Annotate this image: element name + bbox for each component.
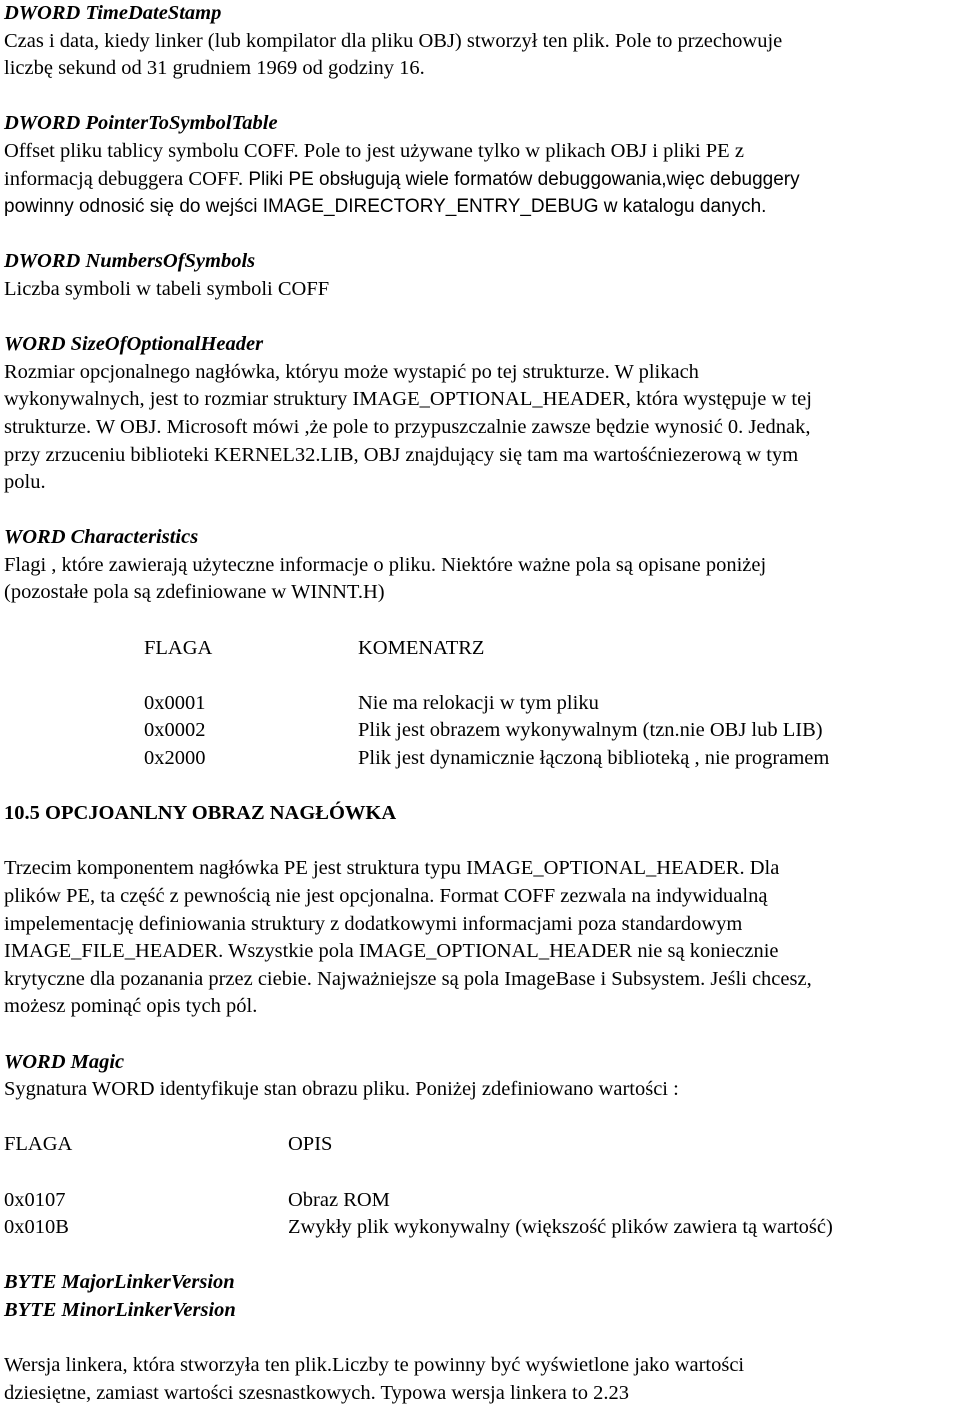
document-page bbox=[4, 0, 956, 1407]
paragraph-line: Czas i data, kiedy linker (lub kompilator dla pliku OBJ) stworzył ten plik. Pole to przechowuje bbox=[4, 29, 783, 52]
table-header-cell: OPIS bbox=[288, 1133, 333, 1156]
flag-description: Nie ma relokacji w tym pliku bbox=[358, 691, 599, 714]
field-heading-pointertosymboltable: DWORD PointerToSymbolTable bbox=[4, 112, 278, 135]
field-heading-majorlinkerversion: BYTE MajorLinkerVersion bbox=[4, 1271, 235, 1294]
paragraph-line: wykonywalnych, jest to rozmiar struktury IMAGE_OPTIONAL_HEADER, która występuje w tej bbox=[4, 388, 812, 411]
table-row bbox=[4, 1187, 833, 1215]
field-heading-characteristics: WORD Characteristics bbox=[4, 526, 199, 549]
flag-description: Plik jest dynamicznie łączoną biblioteką , nie programem bbox=[358, 747, 830, 770]
flag-value: 0x2000 bbox=[144, 747, 206, 770]
table-header-cell: KOMENATRZ bbox=[358, 636, 485, 659]
paragraph-line: Trzecim komponentem nagłówka PE jest struktura typu IMAGE_OPTIONAL_HEADER. Dla bbox=[4, 857, 780, 880]
magic-description: Obraz ROM bbox=[288, 1188, 390, 1211]
table-row bbox=[144, 717, 829, 745]
paragraph-line: Flagi , które zawierają użyteczne informacje o pliku. Niektóre ważne pola są opisane poniżej bbox=[4, 553, 767, 576]
table-row bbox=[144, 690, 829, 718]
magic-value: 0x0107 bbox=[4, 1188, 66, 1211]
paragraph-line: krytyczne dla pozanania przez ciebie. Najważniejsze są pola ImageBase i Subsystem. Jeśli chcesz, bbox=[4, 967, 812, 990]
paragraph-line: (pozostałe pola są zdefiniowane w WINNT.H) bbox=[4, 581, 385, 604]
paragraph-text: informacją debuggera COFF. bbox=[4, 167, 244, 190]
paragraph-line: IMAGE_FILE_HEADER. Wszystkie pola IMAGE_OPTIONAL_HEADER nie są koniecznie bbox=[4, 940, 779, 963]
paragraph-line: Liczba symboli w tabeli symboli COFF bbox=[4, 277, 330, 300]
paragraph-line: możesz pominąć opis tych pól. bbox=[4, 995, 258, 1018]
paragraph-line: Sygnatura WORD identyfikuje stan obrazu pliku. Poniżej zdefiniowano wartości : bbox=[4, 1078, 679, 1101]
table-row bbox=[4, 1214, 833, 1242]
field-heading-minorlinkerversion: BYTE MinorLinkerVersion bbox=[4, 1298, 236, 1321]
field-heading-sizeofoptionalheader: WORD SizeOfOptionalHeader bbox=[4, 333, 264, 356]
flag-value: 0x0002 bbox=[144, 719, 206, 742]
magic-value: 0x010B bbox=[4, 1216, 69, 1239]
field-heading-timedatestamp: DWORD TimeDateStamp bbox=[4, 2, 222, 24]
paragraph-line-sans: powinny odnosić się do wejści IMAGE_DIRECTORY_ENTRY_DEBUG w katalogu danych. bbox=[4, 196, 767, 218]
magic-description: Zwykły plik wykonywalny (większość plików zawiera tą wartość) bbox=[288, 1216, 833, 1239]
table-header-cell: FLAGA bbox=[144, 636, 213, 659]
paragraph-line: Rozmiar opcjonalnego nagłówka, któryu może wystapić po tej strukturze. W plikach bbox=[4, 360, 699, 383]
paragraph-text-sans: Pliki PE obsługują wiele formatów debuggowania,więc debuggery bbox=[248, 168, 800, 190]
table-row bbox=[144, 745, 829, 773]
table-header-cell: FLAGA bbox=[4, 1133, 73, 1156]
flags-table bbox=[144, 635, 829, 773]
section-title: 10.5 OPCJOANLNY OBRAZ NAGŁÓWKA bbox=[4, 802, 397, 825]
flag-description: Plik jest obrazem wykonywalnym (tzn.nie OBJ lub LIB) bbox=[358, 719, 823, 742]
paragraph-line: plików PE, ta część z pewnością nie jest opcjonalna. Format COFF zezwala na indywidualną bbox=[4, 885, 768, 907]
paragraph-line: dziesiętne, zamiast wartości szesnastkowych. Typowa wersja linkera to 2.23 bbox=[4, 1381, 629, 1404]
paragraph-line: strukturze. W OBJ. Microsoft mówi ,że pole to przypuszczalnie zawsze będzie wynosić 0. Jednak, bbox=[4, 415, 811, 438]
field-heading-magic: WORD Magic bbox=[4, 1050, 125, 1073]
paragraph-line: Offset pliku tablicy symbolu COFF. Pole to jest używane tylko w plikach OBJ i pliki PE z bbox=[4, 139, 744, 162]
paragraph-line: liczbę sekund od 31 grudniem 1969 od godziny 16. bbox=[4, 57, 425, 80]
table-header-row bbox=[4, 1131, 833, 1159]
field-heading-numbersofsymbols: DWORD NumbersOfSymbols bbox=[4, 250, 256, 273]
table-header-row bbox=[144, 635, 829, 663]
magic-table bbox=[4, 1131, 833, 1241]
paragraph-line: polu. bbox=[4, 471, 46, 494]
flag-value: 0x0001 bbox=[144, 691, 206, 714]
paragraph-line: impelementację definiowania struktury z dodatkowymi informacjami poza standardowym bbox=[4, 912, 743, 935]
paragraph-line: Wersja linkera, która stworzyła ten plik.Liczby te powinny być wyświetlone jako wartości bbox=[4, 1354, 745, 1377]
paragraph-line bbox=[4, 166, 956, 194]
paragraph-line: przy zrzuceniu biblioteki KERNEL32.LIB, OBJ znajdujący się tam ma wartośćniezerową w tym bbox=[4, 443, 799, 466]
